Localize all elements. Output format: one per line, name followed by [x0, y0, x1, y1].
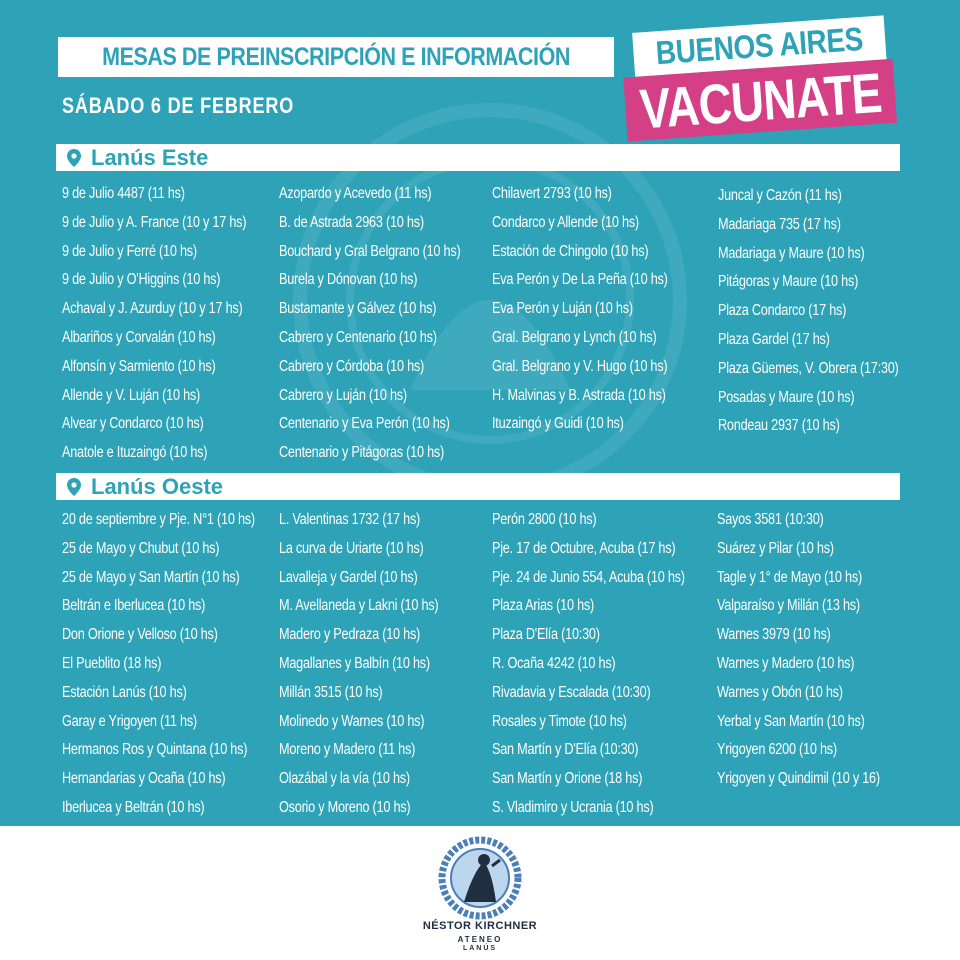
list-item: Valparaíso y Millán (13 hs)	[717, 597, 860, 615]
list-item: Hernandarias y Ocaña (10 hs)	[62, 770, 226, 788]
list-item: Yrigoyen 6200 (10 hs)	[717, 741, 837, 759]
section-header-lanus-oeste	[56, 473, 900, 500]
list-item: Bouchard y Gral Belgrano (10 hs)	[279, 242, 461, 260]
list-item: Posadas y Maure (10 hs)	[718, 388, 855, 406]
list-item: Warnes 3979 (10 hs)	[717, 626, 831, 644]
list-item: Yerbal y San Martín (10 hs)	[717, 712, 865, 730]
list-item: Allende y V. Luján (10 hs)	[62, 386, 200, 404]
list-item: L. Valentinas 1732 (17 hs)	[279, 511, 421, 528]
oeste-column-3	[492, 506, 727, 823]
list-item: La curva de Uriarte (10 hs)	[279, 539, 424, 557]
list-item: Madariaga y Maure (10 hs)	[718, 244, 865, 262]
list-item: Estación Lanús (10 hs)	[62, 683, 187, 701]
list-item: Estación de Chingolo (10 hs)	[492, 242, 649, 260]
list-item: Alfonsín y Sarmiento (10 hs)	[62, 357, 216, 375]
location-pin-icon	[67, 478, 81, 496]
list-item: Gral. Belgrano y Lynch (10 hs)	[492, 328, 657, 346]
list-item: Chilavert 2793 (10 hs)	[492, 185, 612, 202]
list-item: Tagle y 1° de Mayo (10 hs)	[717, 568, 862, 586]
list-item: Plaza Güemes, V. Obrera (17:30)	[718, 359, 899, 377]
list-item: Centenario y Pitágoras (10 hs)	[279, 444, 445, 462]
list-item: Yrigoyen y Quindimil (10 y 16)	[717, 770, 880, 788]
este-column-3	[492, 180, 706, 439]
list-item: Madariaga 735 (17 hs)	[718, 215, 841, 233]
list-item: Plaza Arias (10 hs)	[492, 597, 595, 615]
list-item: Centenario y Eva Perón (10 hs)	[279, 415, 450, 433]
list-item: Pje. 17 de Octubre, Acuba (17 hs)	[492, 539, 676, 557]
section-title: Lanús Este	[91, 144, 209, 170]
este-column-1	[62, 180, 287, 468]
list-item: Rondeau 2937 (10 hs)	[718, 417, 840, 435]
list-item: Plaza Condarco (17 hs)	[718, 302, 847, 320]
list-item: Warnes y Obón (10 hs)	[717, 683, 843, 701]
badge-bottom-text: VACUNATE	[637, 60, 883, 141]
list-item: R. Ocaña 4242 (10 hs)	[492, 654, 616, 672]
list-item: Cabrero y Luján (10 hs)	[279, 386, 407, 404]
list-item: Molinedo y Warnes (10 hs)	[279, 712, 425, 730]
list-item: Warnes y Madero (10 hs)	[717, 654, 855, 672]
list-item: Albariños y Corvalán (10 hs)	[62, 328, 216, 346]
list-item: Beltrán e Iberlucea (10 hs)	[62, 597, 206, 615]
ateneo-seal-icon	[434, 836, 526, 920]
list-item: Anatole e Ituzaingó (10 hs)	[62, 444, 208, 462]
list-item: B. de Astrada 2963 (10 hs)	[279, 213, 424, 231]
list-item: Olazábal y la vía (10 hs)	[279, 770, 410, 788]
list-item: Gral. Belgrano y V. Hugo (10 hs)	[492, 357, 668, 375]
list-item: M. Avellaneda y Lakni (10 hs)	[279, 597, 439, 615]
section-title: Lanús Oeste	[91, 473, 224, 499]
list-item: Bustamante y Gálvez (10 hs)	[279, 300, 437, 318]
list-item: 20 de septiembre y Pje. N°1 (10 hs)	[62, 511, 255, 528]
footer-logo	[420, 836, 540, 956]
list-item: Don Orione y Velloso (10 hs)	[62, 626, 218, 644]
list-item: Moreno y Madero (11 hs)	[279, 741, 416, 759]
logo-place: LANÚS	[462, 945, 498, 952]
list-item: 25 de Mayo y San Martín (10 hs)	[62, 568, 240, 586]
list-item: Condarco y Allende (10 hs)	[492, 213, 639, 231]
logo-subtitle: ATENEO	[457, 935, 503, 944]
list-item: Rosales y Timote (10 hs)	[492, 712, 627, 730]
list-item: Eva Perón y De La Peña (10 hs)	[492, 271, 668, 289]
list-item: Burela y Dónovan (10 hs)	[279, 271, 418, 289]
list-item: Pitágoras y Maure (10 hs)	[718, 273, 859, 291]
list-item: H. Malvinas y B. Astrada (10 hs)	[492, 386, 666, 404]
list-item: Alvear y Condarco (10 hs)	[62, 415, 204, 433]
list-item: S. Vladimiro y Ucrania (10 hs)	[492, 798, 654, 816]
section-header-lanus-este	[56, 144, 900, 171]
list-item: 25 de Mayo y Chubut (10 hs)	[62, 539, 220, 557]
list-item: Iberlucea y Beltrán (10 hs)	[62, 798, 205, 816]
list-item: 9 de Julio y A. France (10 y 17 hs)	[62, 213, 247, 231]
list-item: Pje. 24 de Junio 554, Acuba (10 hs)	[492, 568, 685, 586]
campaign-badge	[620, 15, 904, 154]
list-item: Cabrero y Centenario (10 hs)	[279, 328, 437, 346]
list-item: Achaval y J. Azurduy (10 y 17 hs)	[62, 300, 243, 318]
list-item: 9 de Julio y O'Higgins (10 hs)	[62, 271, 221, 289]
list-item: Rivadavia y Escalada (10:30)	[492, 683, 651, 701]
list-item: Plaza D'Elía (10:30)	[492, 626, 600, 644]
list-item: 9 de Julio 4487 (11 hs)	[62, 185, 185, 202]
list-item: Osorio y Moreno (10 hs)	[279, 798, 411, 816]
list-item: Juncal y Cazón (11 hs)	[718, 187, 842, 204]
este-column-4	[718, 182, 938, 441]
badge-top-text: BUENOS AIRES	[654, 19, 865, 72]
list-item: Perón 2800 (10 hs)	[492, 511, 597, 528]
event-date: SÁBADO 6 DE FEBRERO	[62, 93, 295, 118]
page-title: MESAS DE PREINSCRIPCIÓN E INFORMACIÓN	[102, 42, 570, 71]
list-item: El Pueblito (18 hs)	[62, 654, 162, 672]
list-item: San Martín y Orione (18 hs)	[492, 770, 643, 788]
oeste-column-4	[717, 506, 916, 794]
list-item: Ituzaingó y Guidi (10 hs)	[492, 415, 624, 433]
list-item: Sayos 3581 (10:30)	[717, 511, 824, 528]
list-item: San Martín y D'Elía (10:30)	[492, 741, 639, 759]
oeste-column-2	[279, 506, 473, 823]
list-item: Magallanes y Balbín (10 hs)	[279, 654, 430, 672]
list-item: Madero y Pedraza (10 hs)	[279, 626, 421, 644]
oeste-column-1	[62, 506, 297, 823]
title-box	[58, 37, 614, 77]
list-item: Eva Perón y Luján (10 hs)	[492, 300, 633, 318]
logo-name: NÉSTOR KIRCHNER	[422, 920, 538, 932]
list-item: Lavalleja y Gardel (10 hs)	[279, 568, 418, 586]
este-column-2	[279, 180, 500, 468]
list-item: Suárez y Pilar (10 hs)	[717, 539, 834, 557]
list-item: 9 de Julio y Ferré (10 hs)	[62, 242, 197, 260]
list-item: Azopardo y Acevedo (11 hs)	[279, 185, 432, 202]
list-item: Garay e Yrigoyen (11 hs)	[62, 712, 197, 730]
list-item: Hermanos Ros y Quintana (10 hs)	[62, 741, 248, 759]
list-item: Plaza Gardel (17 hs)	[718, 330, 830, 348]
location-pin-icon	[67, 149, 81, 167]
list-item: Millán 3515 (10 hs)	[279, 683, 383, 701]
list-item: Cabrero y Córdoba (10 hs)	[279, 357, 425, 375]
